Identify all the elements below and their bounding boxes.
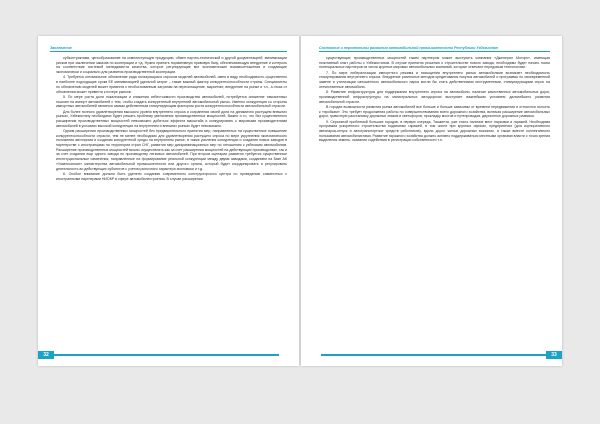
paragraph: существующих производственных мощностей таким партнером может выступить компания «Дженерал Моторс», имеющая позитивный опыт работы с Узбекистаном. В случае принятия решения о строительстве нового завода, необходимо будет начать поиск потенциальных партнеров из числа крупных мировых автомобильных компаний, которые отвечают передовым технологиям. [319,56,550,70]
paragraph: 5. По мере роста доли локализации и снижения себестоимости производства автомобилей, потребуется снижение таможенных пошлин на импорт автомобилей с тем, чтобы создать конкурентный внутренний автомобильный рынок. Именно конкуренция со стороны импортных автомобилей является самым действенным стимулирующим фактором роста конкурентоспособности автомобильной отрасли. [56,94,287,109]
left-page-number: 32 [38,351,54,359]
right-page-number: 33 [546,351,562,359]
left-footer-rule [38,354,279,356]
right-header-rule [319,51,550,52]
right-page-body [319,56,550,144]
paragraph: 6. Особое внимание должно быть уделено созданию современного конструкторского центра по проведению совместных с иностранными партнерами НИОКР в сфере автомобилестроения. В случае расширения [56,171,287,181]
paragraph: В городах возможности развития рынка автомобилей все больше и больше зависимы от времени передвижения и относится полость к «пробкам». Это требует продолжения работы по совершенствованию всего дорожного хозяйства, включая расширение автомобильных дорог, грамотную расстановку дорожных знаков и светофоров, прокладку мостов и путепроводов, двухзонное дорожных развязок. [319,104,550,119]
paragraph: 9. Серьезной проблемой больших городов, в первую очередь, Ташкента, уже стало наличие мест парковки и гаражей. Необходима программа ускоренного строительства подземных гаражей, в том числе при крупных офисах, предприятиях (для корпоративного автопарка-отпуск и автотранспортное средств работников), вдоль дорог, жилых дорожных вокзалах, а также вместе коллективного пользования автомобилистами. Развитие гаражного хозяйства должно активно поддерживаться местными органами власти с точки зрения выделения земель, оказания содействия в регистрации собственности т.п. [319,119,550,143]
left-page [38,36,299,366]
paragraph: Одним расширения производственных мощностей без предварительного принятия мер, направленных на существенное повышение конкурентоспособности отрасли, тем не менее необходимо для удовлетворения растущего спроса по мере укрупнения экономического положения автопрома и создания конкурентной среды на внутреннем рынке, в также усиления конкуренции и создания новых заводов в партнерстве с иностранцами на территории стран СНГ, развития мер дискриминационных мер по отношению к узбекским автомобилям. Расширение производственных мощностей можно осуществлять как за счет расширения мощностей на действующих производствах, так и за счет создания еще одного завода по производству легковых автомобилей. При втором сценарии развития требуется существенные институциональные изменения, направленные на формирование реальной конкуренции между двумя заводами, созданием на базе АК «Узавтосаноат» министерства автомобильной промышленности или другого органа, который будет координировать и регулировать деятельность во действующих субъектов с учетом рыночного характера экономики и т.д. [56,128,287,171]
right-page [301,36,562,366]
paragraph: 4. Требуется оптимальное обновление ряда пользующихся спросом моделей автомобилей, имея в виду необходимость существенно в наиболее подходящие сроки ЕЕ минимизацией удельной затрат – также важный фактор конкурентоспособности страны. Специалисты по обновлению моделей может привести к необоснованным затратам на переоснащение, маркетинг, внедрение на рынке и т.п., а отказ от обновления может привести к потере рынков. [56,75,287,94]
right-footer-rule [321,354,562,356]
right-page-header: Состояние и перспективы развития автомобильной промышленности Республики Узбекистан [319,46,498,50]
left-page-body [56,56,287,182]
left-page-header: Заключение [50,46,72,50]
paragraph: 8. Развитие инфраструктуры для поддержания внутреннего спроса на автомобили, наличие качественных автомобильных дорог, производственной инфраструктуры на магистральных автодорогах выступает важнейшим условием дальнейшего развития автомобильной отрасли. [319,90,550,104]
paragraph: Для более полного удовлетворения высокого уровня внутреннего спроса и сохранения своей доли на динамично растущем внешних рынках, Узбекистану необходимо будет решать проблему увеличения производственных мощностей. Важно и то, что без существенного расширения производственных мощностей невозможно добиться эффекта масштаба и конкурировать с мировыми производителями автомобилей в условиях высокой конкуренции на внутреннем и внешних рынках будет невозможно. [56,109,287,128]
paragraph: 7. По мере либерализации импортного режима и насыщения внутреннего рынка автомобилями возникает необходимость стимулирования внутреннего спроса. Внедрение различных методов кредитования покупок автомобилей и программы по своевременной замене и утилизации изношенного автомобильного парка могли бы стать действенными инструментами, стимулирующими спрос на отечественные автомобили. [319,70,550,89]
paragraph: субконтрактами, ценообразование на комплектующую продукцию, обмен научно-технической и другой документацией, минимизации рисков при заключении заказов по кооперации и т.д. Нужно принять нормативную правовую базу, обеспечивающую внедрение и контроль на соответствие системой менеджмента качества, которое регулирующие все экономические взаимоотношения и создающие экономически и социально для развития производственной кооперации. [56,56,287,75]
left-header-rule [50,51,287,52]
